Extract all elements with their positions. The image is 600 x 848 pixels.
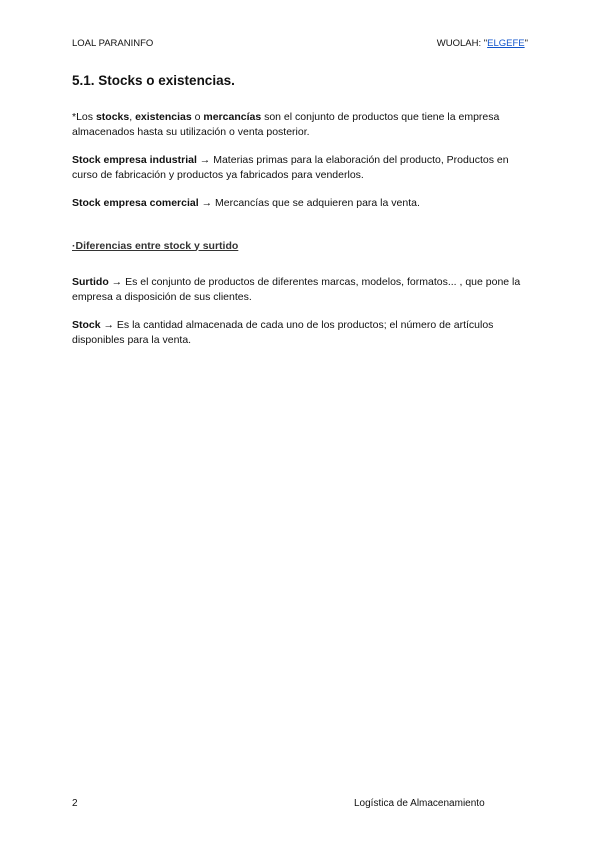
p1-sep1: , — [129, 111, 136, 123]
p4-rest: → Es el conjunto de productos de diferentes marcas, modelos, formatos... , que pone la empresa a disposición de sus clientes. — [72, 276, 521, 303]
subheading-diferencias: ·Diferencias entre stock y surtido — [72, 239, 239, 252]
p5-rest: → Es la cantidad almacenada de cada uno de los productos; el número de artículos disponibles para la venta. — [72, 319, 494, 346]
section-title: 5.1. Stocks o existencias. — [72, 73, 235, 88]
p1-sep2: o — [191, 111, 204, 123]
page-footer — [72, 797, 528, 811]
p3-rest: → Mercancías que se adquieren para la venta. — [198, 197, 420, 209]
paragraph-stock — [72, 318, 528, 347]
header-left-text: LOAL PARANINFO — [72, 38, 154, 49]
p5-bold: Stock — [72, 319, 101, 331]
paragraph-stock-industrial — [72, 153, 528, 182]
p1-bold-existencias: existencias — [135, 111, 192, 123]
header-right-suffix: " — [524, 38, 528, 49]
paragraph-definition — [72, 110, 528, 139]
p2-bold: Stock empresa industrial — [72, 154, 197, 166]
header-right-prefix: WUOLAH: " — [436, 38, 488, 49]
paragraph-stock-comercial — [72, 196, 528, 211]
header-right-text — [437, 37, 528, 51]
p1-prefix: *Los — [72, 111, 96, 123]
p4-bold: Surtido — [72, 276, 109, 288]
p1-rest: son el conjunto de productos que tiene la empresa almacenados hasta su utilización o venta posterior. — [72, 111, 500, 138]
document-body — [72, 72, 528, 361]
page-number: 2 — [72, 798, 78, 809]
paragraph-surtido — [72, 275, 528, 304]
p3-bold: Stock empresa comercial — [72, 197, 199, 209]
p1-bold-mercancias: mercancías — [203, 111, 262, 123]
p1-bold-stocks: stocks — [95, 111, 130, 123]
header-author-link[interactable]: ELGEFE — [487, 38, 525, 49]
p2-rest: → Materias primas para la elaboración del producto, Productos en curso de fabricación y productos ya fabricados para venderlos. — [72, 154, 509, 181]
footer-title: Logística de Almacenamiento — [354, 798, 485, 809]
page-header — [72, 37, 528, 51]
